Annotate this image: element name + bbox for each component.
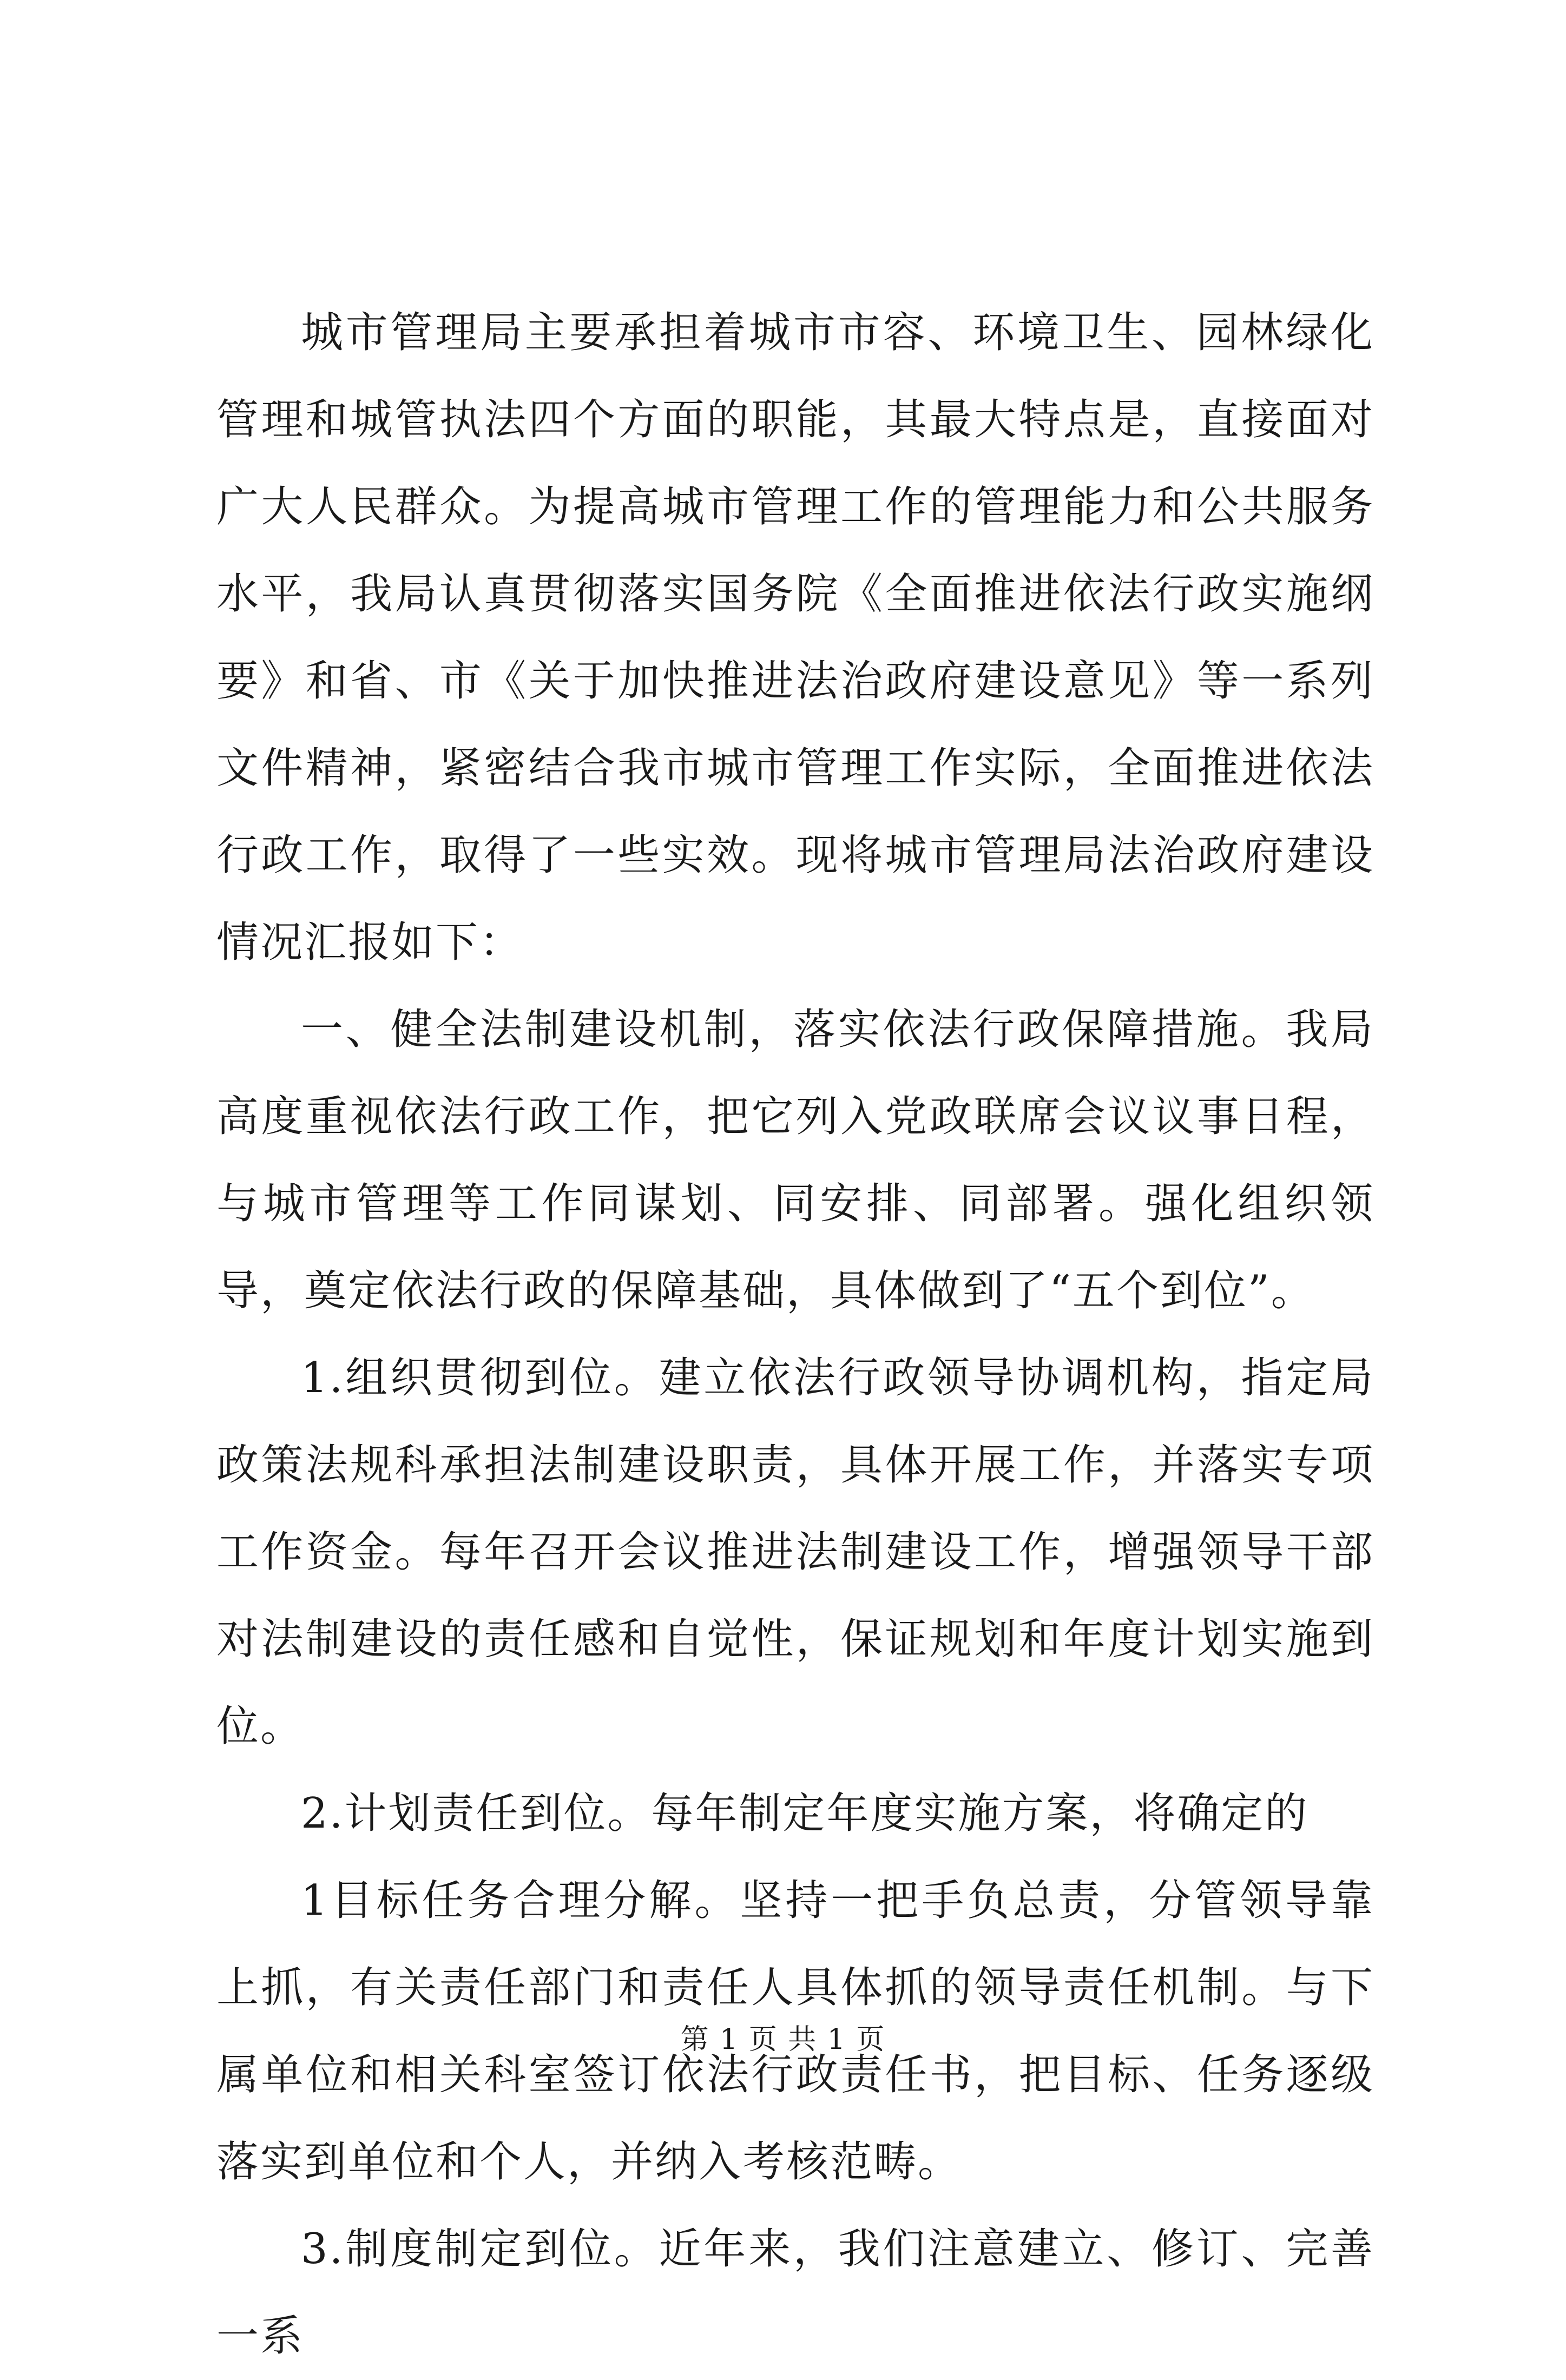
paragraph-item-2-continued: 1目标任务合理分解。坚持一把手负总责，分管领导靠上抓，有关责任部门和责任人具体抓的领导责任机制。与下属单位和相关科室签订依法行政责任书，把目标、任务逐级落实到单位和个人，并纳入考核范畴。 [216, 1876, 1374, 2186]
paragraph-item-1: 1.组织贯彻到位。建立依法行政领导协调机构，指定局政策法规科承担法制建设职责，具体开展工作，并落实专项工作资金。每年召开会议推进法制建设工作，增强领导干部对法制建设的责任感和自觉性，保证规划和年度计划实施到位。 [216, 1354, 1374, 1751]
page-number-footer: 第 1 页 共 1 页 [680, 2023, 886, 2056]
paragraph-item-3: 3.制度制定到位。近年来，我们注意建立、修订、完善一系 [216, 2225, 1374, 2361]
paragraph-section-1: 一、健全法制建设机制，落实依法行政保障措施。我局高度重视依法行政工作，把它列入党政联席会议议事日程，与城市管理等工作同谋划、同安排、同部署。强化组织领导，奠定依法行政的保障基础，具体做到了“五个到位”。 [216, 1005, 1374, 1315]
document-body [216, 289, 1374, 2380]
paragraph-item-2: 2.计划责任到位。每年制定年度实施方案，将确定的 [301, 1789, 1309, 1838]
paragraph-intro: 城市管理局主要承担着城市市容、环境卫生、园林绿化管理和城管执法四个方面的职能，其最大特点是，直接面对广大人民群众。为提高城市管理工作的管理能力和公共服务水平，我局认真贯彻落实国务院《全面推进依法行政实施纲要》和省、市《关于加快推进法治政府建设意见》等一系列文件精神，紧密结合我市城市管理工作实际，全面推进依法行政工作，取得了一些实效。现将城市管理局法治政府建设情况汇报如下： [216, 308, 1374, 967]
